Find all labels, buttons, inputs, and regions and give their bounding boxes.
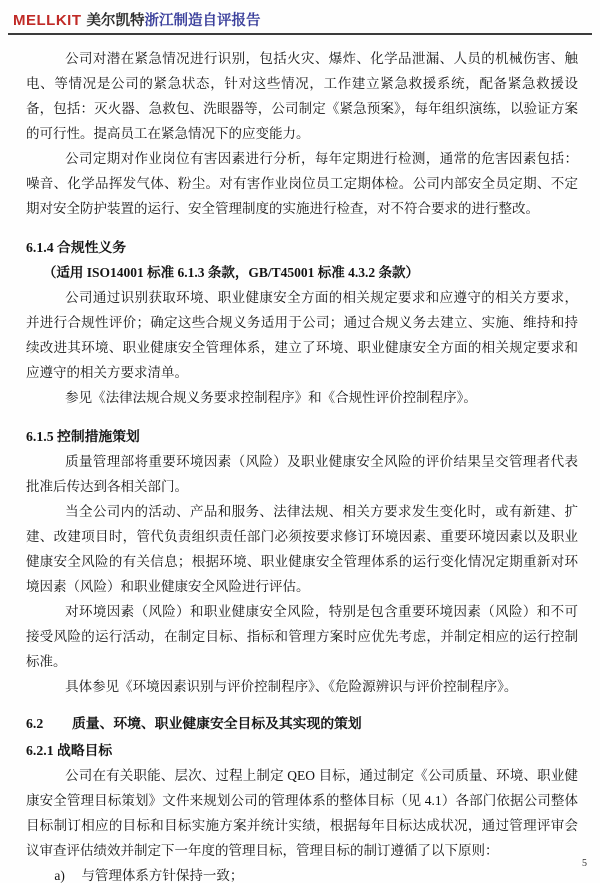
list-item-marker: a) <box>54 868 65 883</box>
section-title: 质量、环境、职业健康安全目标及其实现的策划 <box>72 716 362 731</box>
brand-name-chinese: 美尔凯特 <box>86 13 145 29</box>
page-number: 5 <box>582 858 587 869</box>
list-item-text: 与管理体系方针保持一致； <box>81 868 244 883</box>
paragraph-procedure-reference: 具体参见《环境因素识别与评价控制程序》、《危险源辨识与评价控制程序》。 <box>65 679 518 694</box>
paragraph-compliance-obligations: 公司通过识别获取环境、职业健康安全方面的相关规定要求和应遵守的相关方要求，并进行合规性评价；确定这些合规义务适用于公司；通过合规义务去建立、实施、维持和持续改进其环境、职业健康安全管理体系，建立了环境、职业健康安全方面的相关规定要求和应遵守的相关方要求清单。 <box>26 290 578 380</box>
paragraph-hazard-analysis: 公司定期对作业岗位有害因素进行分析，每年定期进行检测，通常的危害因素包括：噪音、化学品挥发气体、粉尘。对有害作业岗位员工定期体检。公司内部安全员定期、不定期对安全防护装置的运行、安全管理制度的实施进行检查，对不符合要求的进行整改。 <box>26 151 578 216</box>
section-number: 6.2 <box>26 716 44 731</box>
section-heading-6-1-4: 6.1.4 合规性义务 <box>26 240 127 255</box>
section-heading-6-2-1: 6.2.1 战略目标 <box>26 743 113 758</box>
section-heading-6-1-5: 6.1.5 控制措施策划 <box>26 429 140 444</box>
paragraph-qeo-targets: 公司在有关职能、层次、过程上制定 QEO 目标，通过制定《公司质量、环境、职业健康安全管理目标策划》文件来规划公司的管理体系的整体目标（见 4.1）各部门依据公司整体目标制订相应的目标和目标实施方案并统计实绩，根据每年目标达成状况，通过管理评审会议审查评估绩效并制定下一年度的管理目标，管理目标的制订遵循了以下原则： <box>26 768 578 858</box>
document-body <box>0 35 600 883</box>
paragraph-change-management: 当全公司内的活动、产品和服务、法律法规、相关方要求发生变化时，或有新建、扩建、改建项目时，管代负责组织责任部门必须按要求修订环境因素、重要环境因素以及职业健康安全风险的有关信息；根据环境、职业健康安全管理体系的运行变化情况定期重新对环境因素（风险）和职业健康安全风险进行评估。 <box>26 504 578 594</box>
list-item-a <box>26 863 578 883</box>
brand-logo-text: MELLKIT <box>13 12 82 29</box>
paragraph-compliance-reference: 参见《法律法规合规义务要求控制程序》和《合规性评价控制程序》。 <box>65 390 477 405</box>
report-title: 浙江制造自评报告 <box>144 13 261 29</box>
page-header <box>8 0 592 35</box>
paragraph-risk-evaluation-approval: 质量管理部将重要环境因素（风险）及职业健康安全风险的评价结果呈交管理者代表批准后传达到各相关部门。 <box>26 454 578 494</box>
applicable-standards-note: （适用 ISO14001 标准 6.1.3 条款，GB/T45001 标准 4.3.2 条款） <box>42 265 420 280</box>
paragraph-emergency-identification: 公司对潜在紧急情况进行识别，包括火灾、爆炸、化学品泄漏、人员的机械伤害、触电、等情况是公司的紧急状态，针对这些情况，工作建立紧急救援系统，配备紧急救援设备，包括：灭火器、急救包、洗眼器等，公司制定《紧急预案》，每年组织演练，以验证方案的可行性。提高员工在紧急情况下的应变能力。 <box>26 51 578 141</box>
section-heading-6-2 <box>26 711 578 736</box>
paragraph-priority-control: 对环境因素（风险）和职业健康安全风险，特别是包含重要环境因素（风险）和不可接受风险的运行活动，在制定目标、指标和管理方案时应优先考虑，并制定相应的运行控制标准。 <box>26 604 578 669</box>
